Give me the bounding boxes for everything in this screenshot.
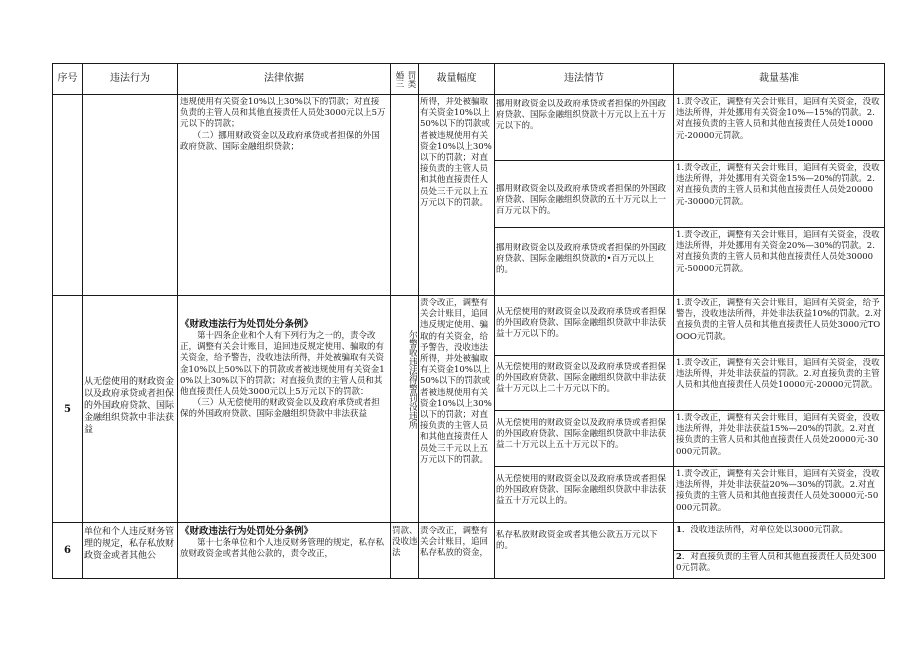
cont-circumstance-3: 挪用财政资金以及政府承贷或者担保的外国政府贷款、国际金融组织贷款的•百万元以上的。 [496,243,667,276]
row-5-basis-title: 《财政违法行为处罚处分条例》 [180,319,314,330]
row-6-standard-1-text: ．没收违法所得，对单位处以3000元罚款。 [681,525,849,535]
col-border-seq [82,63,83,579]
header-range: 裁量幅度 [436,73,477,84]
subrow-border [494,160,884,161]
row-6-basis-title: 《财政违法行为处罚处分条例》 [180,526,314,537]
row-6-standard-2-num: 2 [676,552,682,562]
row-6-basis [180,525,387,577]
subrow-border [494,466,884,467]
row-5-standard-3: 1.责令改正，调整有关会计账目，追回有关资金，没收违法所得，并处非法获益15%—20%的罚款。2.对直接负责的主管人员和其他直接责任人员处20000元-30000元罚款。 [676,413,880,457]
header-seq: 序号 [57,73,78,84]
header-circumstance: 违法情节 [564,73,604,84]
subrow-border [494,227,884,228]
cont-circumstance-1: 挪用财政资金以及政府承贷或者担保的外国政府贷款、国际金融组织贷款十万元以上五十万元以下的。 [496,99,667,132]
col-border-circumstance [673,63,674,579]
row-5-circumstance-3: 从无偿使用的财政资金以及政府承贷或者担保的外国政府贷款、国际金融组织贷款中非法获益二十万元以上五十万元以下的。 [496,418,667,451]
header-penalty-type [391,64,418,94]
cont-standard-3: 1.责令改正，调整有关会计账目，追回有关资金，没收违法所得，并处挪用有关资金20%—30%的罚款。2.对直接负责的主管人员和其他直接责任人员处30000元-50000元罚款。 [676,230,880,274]
header-basis: 法律依据 [264,73,304,84]
row-6-circumstance: 私存私放财政资金或者其他公款五万元以下的。 [496,530,658,552]
cont-range: 所得，并处被骗取有关资金10%以上50%以下的罚款或者被违规使用有关资金10%以上30%以下的罚款；对直接负责的主管人员和其他直接责任人员处三千元以上五万元以下的罚款。 [420,97,492,208]
row-6-number: 6 [64,545,71,556]
subrow-border [494,410,884,411]
header-penalty-type-b: 婚三 [394,71,404,88]
row-6-standard-1 [676,525,882,550]
col-border-right [884,63,885,579]
header-behavior: 违法行为 [110,73,150,84]
row-6-standard-2-text: ．对直接负责的主管人员和其他直接责任人员处3000元罚款。 [676,552,877,574]
header-penalty-type-a: 罚类 [406,71,416,88]
row-5-penalty-type: 尔警收违法得警罚没违所 [407,330,417,429]
cont-standard-1: 1.责令改正，调整有关会计账目，追回有关资金，没收违法所得，并处挪用有关资金10%—15%的罚款。2.对直接负责的主管人员和其他直接责任人员处10000元-20000元罚款。 [676,97,880,141]
row-5-circumstance-4: 从无偿使用的财政资金以及政府承贷或者担保的外国政府贷款、国际金融组织贷款中非法获益五十万元以上的。 [496,474,667,507]
subrow-border [494,355,884,356]
row-6-range: 责令改正，调整有关会计账目，追回私存私放的资金， [420,526,489,559]
row-5-circumstance-2: 从无偿使用的财政资金以及政府承贷或者担保的外国政府贷款、国际金融组织贷款中非法获益十万元以上二十万元以下的。 [496,362,667,395]
row-5-standard-4: 1.责令改正，调整有关会计账目，追回有关资金，没收违法所得，并处非法获益20%—30%的罚款。2.对直接负责的主管人员和其他直接责任人员处30000元-50000元罚款。 [676,469,880,513]
row-5-standard-1: 1.责令改正，调整有关会计账目，追回有关资金，给予警告，没收违法所得，并处非法获益10%的罚款。2.对直接负责的主管人员和其他直接责任人员处3000元TOOOO元罚款。 [676,298,882,342]
row-6-behavior: 单位和个人违反财务管理的规定，私存私放财政资金或者其他公 [84,527,175,561]
col-border-range [494,63,495,579]
cont-circumstance-2: 挪用财政资金以及政府承贷或者担保的外国政府贷款、国际金融组织贷款的五十万元以上一百万元以下的。 [496,184,667,217]
row-5-basis-text: 第十四条企业和个人有下列行为之一的，责令改正，调整有关会计账目，追回违反规定使用、骗取的有关资金，给予警告，没收违法所得，并处被骗取有关资金10%以上50%以下的罚款或者被违规使用有关资金10%以上30%以下的罚款；对直接负责的主管人员和其他直接责任人员处3000元以上5万元以下的罚款： （三）从无偿使用的财政资金以及政府承贷或者担保的外国政府贷款、国际金融组织贷款中非法获益 [180,331,385,420]
row-5-circumstance-1: 从无偿使用的财政资金以及政府承贷或者担保的外国政府贷款、国际金融组织贷款中非法获益十万元以下的。 [496,307,667,340]
row-6-penalty-type: 罚款、没收违法 [392,526,418,559]
row-5-basis [180,318,387,518]
row-6-standard-2 [676,552,882,577]
row-5-number: 5 [64,403,71,415]
col-border-type [418,63,419,579]
header-standard: 裁量基准 [759,73,799,84]
col-border-basis [390,63,391,579]
row-5-range: 责令改正，调整有关会计账目，追回违反规定使用、骗取的有关资金，给予警告，没收违法所得，并处被骗取有关资金10%以上50%以下的罚款或者被违规使用有关资金10%以上30%以下的罚款；对直接负责的主管人员和其他直接责任人员处三千元以上五万元以下的罚款。 [420,298,492,465]
cont-standard-2: 1.责令改正，调整有关会计账目，追回有关资金，没收违法所得，并处挪用有关资金15%—20%的罚款。2.对直接负责的主管人员和其他直接责任人员处20000元-30000元罚款。 [676,163,880,207]
row-6-standard-1-num: 1 [676,525,682,535]
col-border-behavior [177,63,178,579]
row-5-behavior: 从无偿使用的财政资金以及政府承贷或者担保的外国政府贷款、国际金融组织贷款中非法获益 [84,377,175,435]
row-6-basis-text: 第十七条单位和个人违反财务管理的规定，私存私放财政资金或者其他公款的，责令改正， [180,538,385,560]
cont-basis: 违规使用有关资金10%以上30%以下的罚款；对直接负责的主管人员和其他直接责任人员处3000元以上5万元以下的罚款； （二）挪用财政资金以及政府承贷或者担保的外国政府贷款、国际金融组织贷款； [180,97,386,152]
row-5-standard-2: 1.责令改正，调整有关会计账目，追回有关资金，没收违法所得，并处非法获益的罚款。2.对直接负责的主管人员和其他直接责任人员处10000元-20000元罚款。 [676,358,880,391]
subrow-border [673,550,884,551]
